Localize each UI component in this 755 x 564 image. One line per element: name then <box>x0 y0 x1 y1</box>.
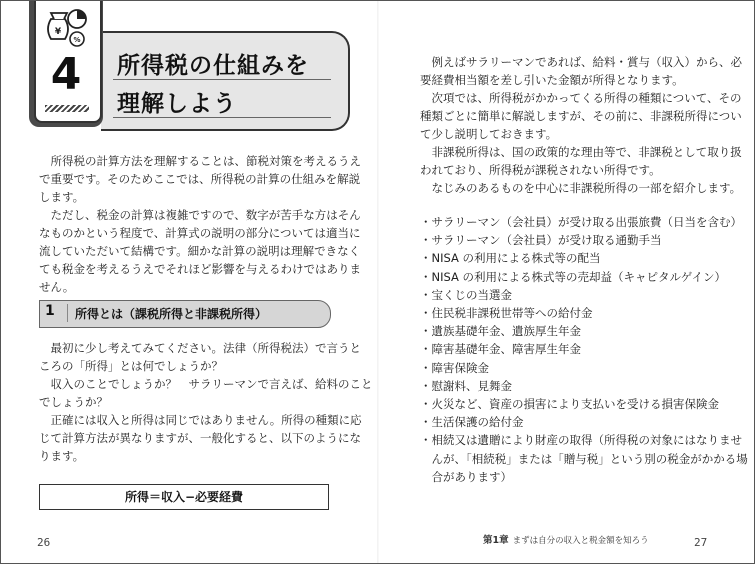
list-item: ・サラリーマン（会社員）が受け取る通勤手当 <box>420 233 662 248</box>
chapter-number: 4 <box>50 49 82 100</box>
text-line: 非課税所得は、国の政策的な理由等で、非課税として取り扱 <box>420 145 742 159</box>
list-item: ・慰謝料、見舞金 <box>420 378 512 393</box>
section-number: 1 <box>45 303 55 319</box>
section-body <box>39 339 373 465</box>
text-line: なものかという程度で、計算式の説明の部分については適当に <box>39 226 361 240</box>
running-footer <box>483 532 649 546</box>
list-item: ・宝くじの当選金 <box>420 287 512 302</box>
list-item: 合があります） <box>420 469 512 484</box>
text-line: 収入のことでしょうか？ サラリーマンで言えば、給料のこと <box>39 377 373 391</box>
svg-text:¥: ¥ <box>54 27 62 37</box>
right-paragraphs <box>420 53 742 197</box>
text-line: で重要です。そのためここでは、所得税の計算の仕組みを解説 <box>39 172 361 186</box>
intro-paragraphs <box>39 152 361 296</box>
list-item: ・NISA の利用による株式等の売却益（キャピタルゲイン） <box>420 269 726 284</box>
text-line: 次項では、所得税がかかってくる所得の種類について、その <box>420 91 742 105</box>
list-item: ・相続又は遺贈により財産の取得（所得税の対象にはなりませ <box>420 433 742 448</box>
page-gutter <box>377 1 379 563</box>
non-taxable-income-list <box>420 213 748 486</box>
text-line: ころの「所得」とは何でしょうか？ <box>39 359 223 373</box>
text-line: ります。 <box>39 449 85 463</box>
title-rule <box>113 79 331 80</box>
money-bag-coin-pie-chart-icon <box>41 5 91 49</box>
income-formula-box: 所得＝収入−必要経費 <box>39 484 329 510</box>
section-divider <box>67 304 68 322</box>
list-item: んが、「相続税」または「贈与税」という別の税金がかかる場 <box>420 451 748 466</box>
svg-text:%: % <box>73 36 81 44</box>
list-item: ・障害基礎年金、障害厚生年金 <box>420 342 581 357</box>
chapter-title-line1: 所得税の仕組みを <box>117 53 309 79</box>
text-line: 例えばサラリーマンであれば、給料・賞与（収入）から、必 <box>420 55 742 69</box>
text-line: 正確には収入と所得は同じではありません。所得の種類に応 <box>39 413 362 427</box>
list-item: ・生活保護の給付金 <box>420 415 524 430</box>
title-rule <box>113 117 331 118</box>
text-line: 種類ごとに簡単に解説しますが、その前に、非課税所得につい <box>420 109 742 123</box>
list-item: ・障害保険金 <box>420 360 489 375</box>
section-title: 所得とは（課税所得と非課税所得） <box>75 307 268 321</box>
page-number-left: 26 <box>37 536 51 549</box>
text-line: 流していただいて結構です。細かな計算の説明は理解できなく <box>39 244 361 258</box>
text-line: でしょうか？ <box>39 395 108 409</box>
chapter-tab-stripes <box>45 105 89 112</box>
text-line: ても税金を考えるうえでそれほど影響を与えるわけではありま <box>39 262 361 276</box>
text-line: します。 <box>39 190 85 204</box>
text-line: なじみのあるものを中心に非課税所得の一部を紹介します。 <box>420 181 742 195</box>
footer-chapter-label: 第1章 <box>483 535 509 546</box>
page-number-right: 27 <box>694 536 708 549</box>
chapter-title-line2: 理解しよう <box>117 91 237 117</box>
text-line: て少し説明しておきます。 <box>420 127 558 141</box>
list-item: ・遺族基礎年金、遺族厚生年金 <box>420 324 581 339</box>
text-line: 要経費相当額を差し引いた金額が所得となります。 <box>420 73 684 87</box>
text-line: 所得税の計算方法を理解することは、節税対策を考えるうえ <box>39 154 361 168</box>
text-line: われており、所得税が課税されない所得です。 <box>420 163 661 177</box>
text-line: 最初に少し考えてみてください。法律（所得税法）で言うと <box>39 341 361 355</box>
text-line: せん。 <box>39 280 75 294</box>
list-item: ・サラリーマン（会社員）が受け取る出張旅費（日当を含む） <box>420 215 742 229</box>
list-item: ・住民税非課税世帯等への給付金 <box>420 306 593 321</box>
list-item: ・火災など、資産の損害により支払いを受ける損害保険金 <box>420 397 719 412</box>
list-item: ・NISA の利用による株式等の配当 <box>420 251 601 266</box>
text-line: じて計算方法が異なりますが、一般化すると、以下のようにな <box>39 431 361 445</box>
text-line: ただし、税金の計算は複雑ですので、数字が苦手な方はそん <box>39 208 361 222</box>
footer-chapter-title: まずは自分の収入と税金額を知ろう <box>512 536 649 546</box>
